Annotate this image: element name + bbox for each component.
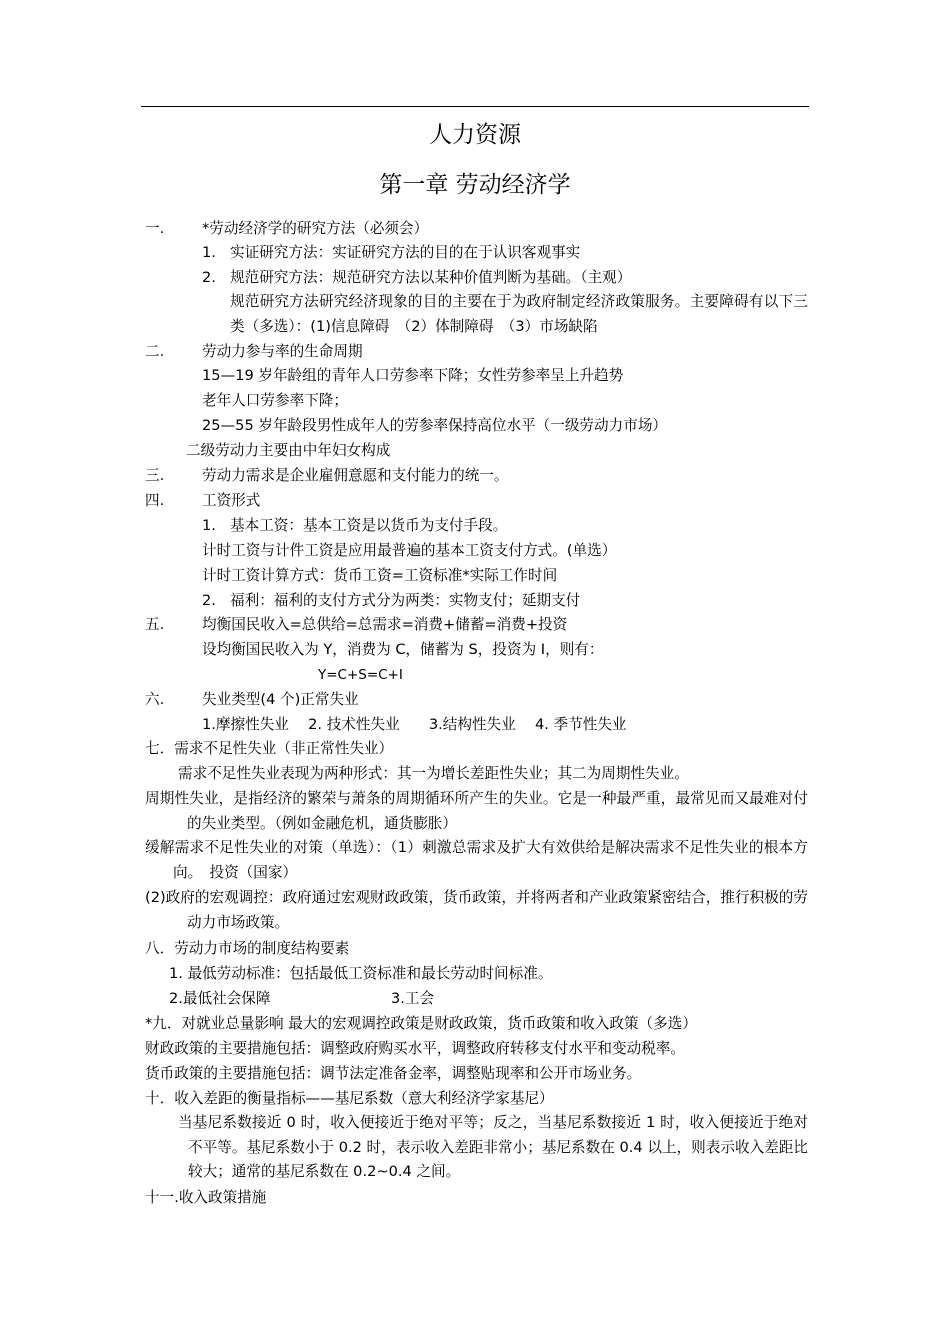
chapter-title: 第一章 劳动经济学: [379, 172, 571, 198]
section-7-line-1: 需求不足性失业表现为两种形式：其一为增长差距性失业；其二为周期性失业。: [178, 765, 689, 782]
section-2-line-2: 老年人口劳参率下降；: [202, 392, 348, 409]
section-4-number: 四.: [145, 492, 165, 509]
section-4-line-1: 计时工资与计件工资是应用最普遍的基本工资支付方式。(单选）: [202, 542, 617, 559]
section-4-item-1-number: 1.: [202, 517, 216, 534]
section-6-types: 1.摩擦性失业 2. 技术性失业 3.结构性失业 4. 季节性失业: [202, 716, 627, 733]
section-6-heading: 失业类型(4 个)正常失业: [202, 691, 359, 708]
section-8-line-2b: 3.工会: [391, 990, 435, 1007]
document-title: 人力资源: [429, 122, 521, 148]
section-1-paragraph: 规范研究方法研究经济现象的目的主要在于为政府制定经济政策服务。主要障碍有以下三类（多选）：(1)信息障碍 （2）体制障碍 （3）市场缺陷: [230, 293, 808, 335]
section-4-item-2-number: 2.: [202, 592, 216, 609]
section-7-heading: 七．需求不足性失业（非正常性失业）: [145, 740, 394, 757]
section-1-number: 一.: [145, 220, 165, 237]
section-3-heading: 劳动力需求是企业雇佣意愿和支付能力的统一。: [202, 467, 509, 484]
section-5-number: 五.: [145, 616, 165, 633]
section-8-line-2a: 2.最低社会保障: [169, 990, 271, 1007]
section-7-paragraph-1: 周期性失业，是指经济的繁荣与萧条的周期循环所产生的失业。它是一种最严重，最常见而又最难对付的失业类型。（例如金融危机，通货膨胀）: [145, 790, 808, 832]
section-10-heading: 十．收入差距的衡量指标——基尼系数（意大利经济学家基尼）: [145, 1090, 554, 1107]
section-5-formula: Y=C+S=C+I: [318, 667, 403, 683]
section-1-heading: *劳动经济学的研究方法（必须会）: [202, 220, 429, 237]
section-2-number: 二.: [145, 343, 165, 360]
section-1-item-1: 实证研究方法：实证研究方法的目的在于认识客观事实: [230, 244, 581, 261]
section-8-line-1: 1. 最低劳动标准：包括最低工资标准和最长劳动时间标准。: [169, 965, 553, 982]
header-rule: [141, 106, 809, 107]
section-5-heading: 均衡国民收入=总供给=总需求=消费+储蓄=消费+投资: [202, 616, 568, 633]
section-2-line-1: 15—19 岁年龄组的青年人口劳参率下降；女性劳参率呈上升趋势: [202, 367, 624, 384]
section-4-item-2: 福利：福利的支付方式分为两类：实物支付；延期支付: [230, 592, 581, 609]
section-6-number: 六.: [145, 691, 165, 708]
section-9-line-2: 货币政策的主要措施包括：调节法定准备金率，调整贴现率和公开市场业务。: [145, 1065, 642, 1082]
section-4-heading: 工资形式: [202, 492, 261, 509]
section-3-number: 三.: [145, 467, 165, 484]
section-4-line-2: 计时工资计算方式：货币工资=工资标准*实际工作时间: [202, 567, 558, 584]
section-2-line-3: 25—55 岁年龄段男性成年人的劳参率保持高位水平（一级劳动力市场）: [202, 417, 668, 434]
section-1-item-2: 规范研究方法：规范研究方法以某种价值判断为基础。（主观）: [230, 269, 632, 286]
section-10-paragraph: 当基尼系数接近 0 时，收入便接近于绝对平等；反之，当基尼系数接近 1 时，收入便接近于绝对不平等。基尼系数小于 0.2 时，表示收入差距非常小；基尼系数在 0.4 以上，则表示收入差距比较大；通常的基尼系数在 0.2~0.4 之间。: [178, 1114, 808, 1181]
section-7-paragraph-3: (2)政府的宏观调控：政府通过宏观财政政策，货币政策，并将两者和产业政策紧密结合，推行积极的劳动力市场政策。: [145, 889, 808, 931]
section-2-line-4: 二级劳动力主要由中年妇女构成: [186, 442, 391, 459]
section-7-paragraph-2: 缓解需求不足性失业的对策（单选）：（1）刺激总需求及扩大有效供给是解决需求不足性失业的根本方向。 投资（国家）: [145, 839, 808, 881]
section-9-heading: *九．对就业总量影响 最大的宏观调控政策是财政政策，货币政策和收入政策（多选）: [145, 1015, 697, 1032]
section-9-line-1: 财政政策的主要措施包括：调整政府购买水平，调整政府转移支付水平和变动税率。: [145, 1040, 685, 1057]
section-11-heading: 十一.收入政策措施: [145, 1189, 267, 1206]
section-2-heading: 劳动力参与率的生命周期: [202, 343, 363, 360]
section-4-item-1: 基本工资：基本工资是以货币为支付手段。: [230, 517, 508, 534]
section-1-item-2-number: 2.: [202, 269, 216, 286]
section-8-heading: 八．劳动力市场的制度结构要素: [145, 940, 350, 957]
section-1-item-1-number: 1.: [202, 244, 216, 261]
section-5-line-1: 设均衡国民收入为 Y，消费为 C，储蓄为 S，投资为 I，则有：: [202, 641, 604, 658]
